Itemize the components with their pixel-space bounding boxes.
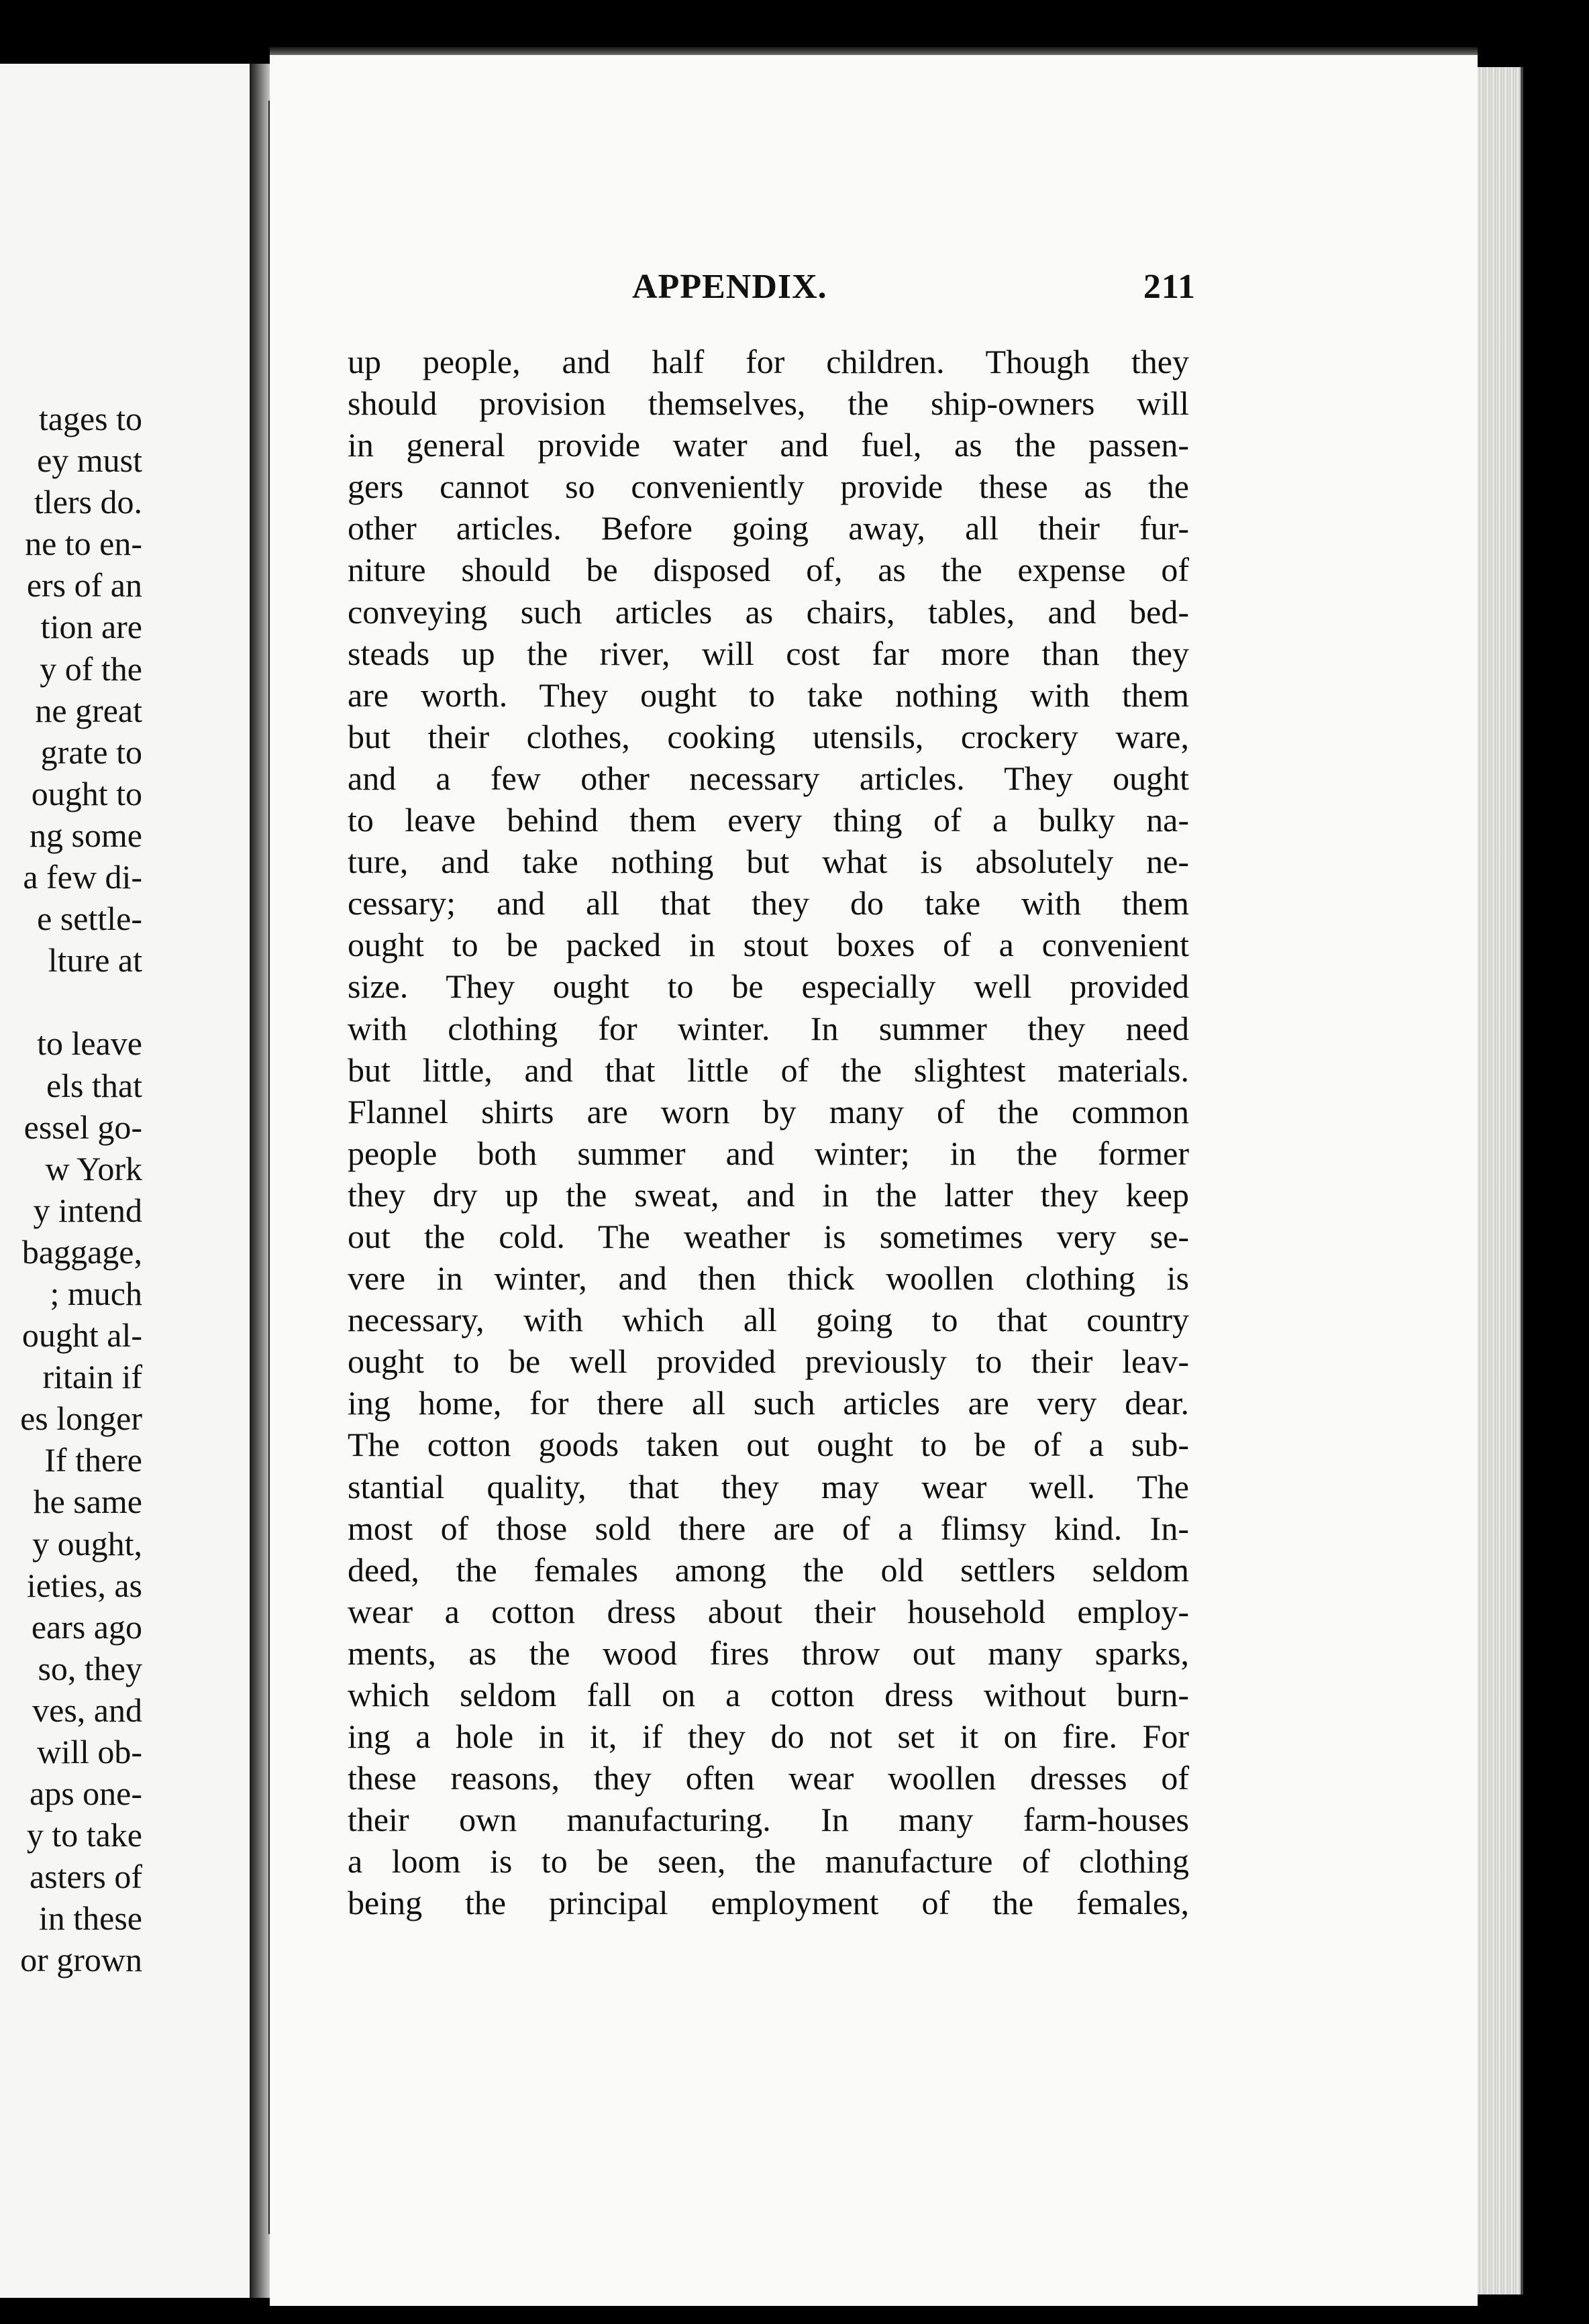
- left-page: [0, 64, 252, 2298]
- text-line: steads up the river, will cost far more than they: [348, 634, 1189, 672]
- running-head: APPENDIX.: [632, 268, 827, 306]
- text-line: wear a cotton dress about their household employ-: [348, 1592, 1189, 1630]
- left-page-line: ought al-: [21, 1316, 142, 1355]
- text-line: to leave behind them every thing of a bulky na-: [348, 801, 1189, 839]
- left-page-line: ne great: [35, 691, 142, 729]
- left-page-line: w York: [45, 1149, 142, 1187]
- text-line: people both summer and winter; in the former: [348, 1134, 1189, 1172]
- left-page-line: tlers do.: [34, 483, 142, 521]
- left-page-line: asters of: [30, 1858, 142, 1896]
- left-page-line: so, they: [38, 1649, 142, 1687]
- left-page-line: will ob-: [37, 1733, 142, 1771]
- text-line: cessary; and all that they do take with them: [348, 884, 1189, 922]
- text-line: gers cannot so conveniently provide these as the: [348, 468, 1189, 506]
- left-page-line: y ought,: [32, 1524, 142, 1563]
- text-line: ing home, for there all such articles are very dear.: [348, 1384, 1189, 1422]
- text-line: being the principal employment of the females,: [348, 1884, 1189, 1922]
- text-line: ought to be well provided previously to their leav-: [348, 1342, 1189, 1381]
- left-page-line: lture at: [48, 941, 142, 980]
- page-number: 211: [1143, 268, 1196, 306]
- text-line: vere in winter, and then thick woollen clothing is: [348, 1259, 1189, 1298]
- text-line: their own manufacturing. In many farm-houses: [348, 1801, 1189, 1839]
- left-page-line: he same: [33, 1483, 142, 1521]
- left-page-line: y to take: [26, 1816, 142, 1854]
- text-line: deed, the females among the old settlers seldom: [348, 1550, 1189, 1589]
- text-line: which seldom fall on a cotton dress without burn-: [348, 1676, 1189, 1713]
- left-page-line: If there: [44, 1441, 142, 1479]
- left-page-line: y intend: [33, 1191, 142, 1229]
- text-line: out the cold. The weather is sometimes very se-: [348, 1217, 1189, 1255]
- left-page-line: ought to: [31, 774, 142, 812]
- text-line: ture, and take nothing but what is absolutely ne-: [348, 843, 1189, 881]
- left-page-line: tion are: [40, 608, 142, 646]
- left-page-line: ves, and: [32, 1691, 142, 1729]
- text-line: and a few other necessary articles. They ought: [348, 759, 1189, 797]
- text-line: with clothing for winter. In summer they need: [348, 1009, 1189, 1047]
- text-line: The cotton goods taken out ought to be of a sub-: [348, 1426, 1189, 1464]
- text-line: they dry up the sweat, and in the latter they keep: [348, 1175, 1189, 1214]
- left-page-line: a few di-: [23, 858, 142, 896]
- text-line: ing a hole in it, if they do not set it on fire. For: [348, 1718, 1189, 1756]
- left-page-line: aps one-: [30, 1775, 142, 1813]
- text-line: stantial quality, that they may wear well. The: [348, 1467, 1189, 1506]
- text-line: most of those sold there are of a flimsy kind. In-: [348, 1509, 1189, 1547]
- page-header: [270, 267, 1196, 314]
- left-page-line: grate to: [40, 733, 142, 771]
- text-line: ought to be packed in stout boxes of a convenient: [348, 926, 1189, 964]
- left-page-line: baggage,: [21, 1232, 142, 1271]
- left-page-text: [0, 398, 142, 1981]
- text-line: niture should be disposed of, as the expense of: [348, 551, 1189, 589]
- body-text: [348, 341, 1189, 1924]
- text-line: in general provide water and fuel, as the passen-: [348, 426, 1189, 464]
- left-page-line: in these: [38, 1899, 142, 1938]
- left-page-line: essel go-: [23, 1108, 142, 1146]
- left-page-line: ears ago: [31, 1607, 142, 1646]
- left-page-line: or grown: [20, 1941, 142, 1979]
- left-page-line: [0, 981, 142, 1022]
- text-line: up people, and half for children. Though they: [348, 343, 1189, 380]
- gutter-shadow: [250, 64, 270, 2298]
- left-page-line: ng some: [29, 816, 142, 854]
- text-line: necessary, with which all going to that country: [348, 1301, 1189, 1339]
- left-page-line: es longer: [20, 1399, 142, 1438]
- text-line: other articles. Before going away, all their fur-: [348, 509, 1189, 547]
- text-line: size. They ought to be especially well provided: [348, 967, 1189, 1006]
- text-line: but little, and that little of the slightest materials.: [348, 1051, 1189, 1089]
- left-page-line: els that: [46, 1066, 142, 1104]
- text-line: but their clothes, cooking utensils, crockery ware,: [348, 717, 1189, 755]
- left-page-line: y of the: [40, 649, 142, 688]
- left-page-line: ieties, as: [26, 1566, 142, 1604]
- text-line: these reasons, they often wear woollen dresses of: [348, 1759, 1189, 1797]
- text-line: should provision themselves, the ship-owners will: [348, 384, 1189, 423]
- left-page-line: e settle-: [37, 900, 142, 938]
- left-page-line: ne to en-: [25, 525, 142, 563]
- left-page-line: ey must: [37, 441, 142, 480]
- text-line: Flannel shirts are worn by many of the common: [348, 1092, 1189, 1130]
- text-line: are worth. They ought to take nothing with them: [348, 676, 1189, 714]
- left-page-line: ; much: [50, 1274, 142, 1312]
- page-fore-edge: [1478, 67, 1523, 2294]
- left-page-line: to leave: [37, 1024, 142, 1063]
- left-page-line: tages to: [38, 400, 142, 437]
- left-page-line: ritain if: [42, 1358, 142, 1396]
- left-page-line: ers of an: [26, 566, 142, 604]
- text-line: conveying such articles as chairs, tables, and bed-: [348, 592, 1189, 631]
- text-line: ments, as the wood fires throw out many sparks,: [348, 1634, 1189, 1672]
- text-line: a loom is to be seen, the manufacture of clothing: [348, 1842, 1189, 1881]
